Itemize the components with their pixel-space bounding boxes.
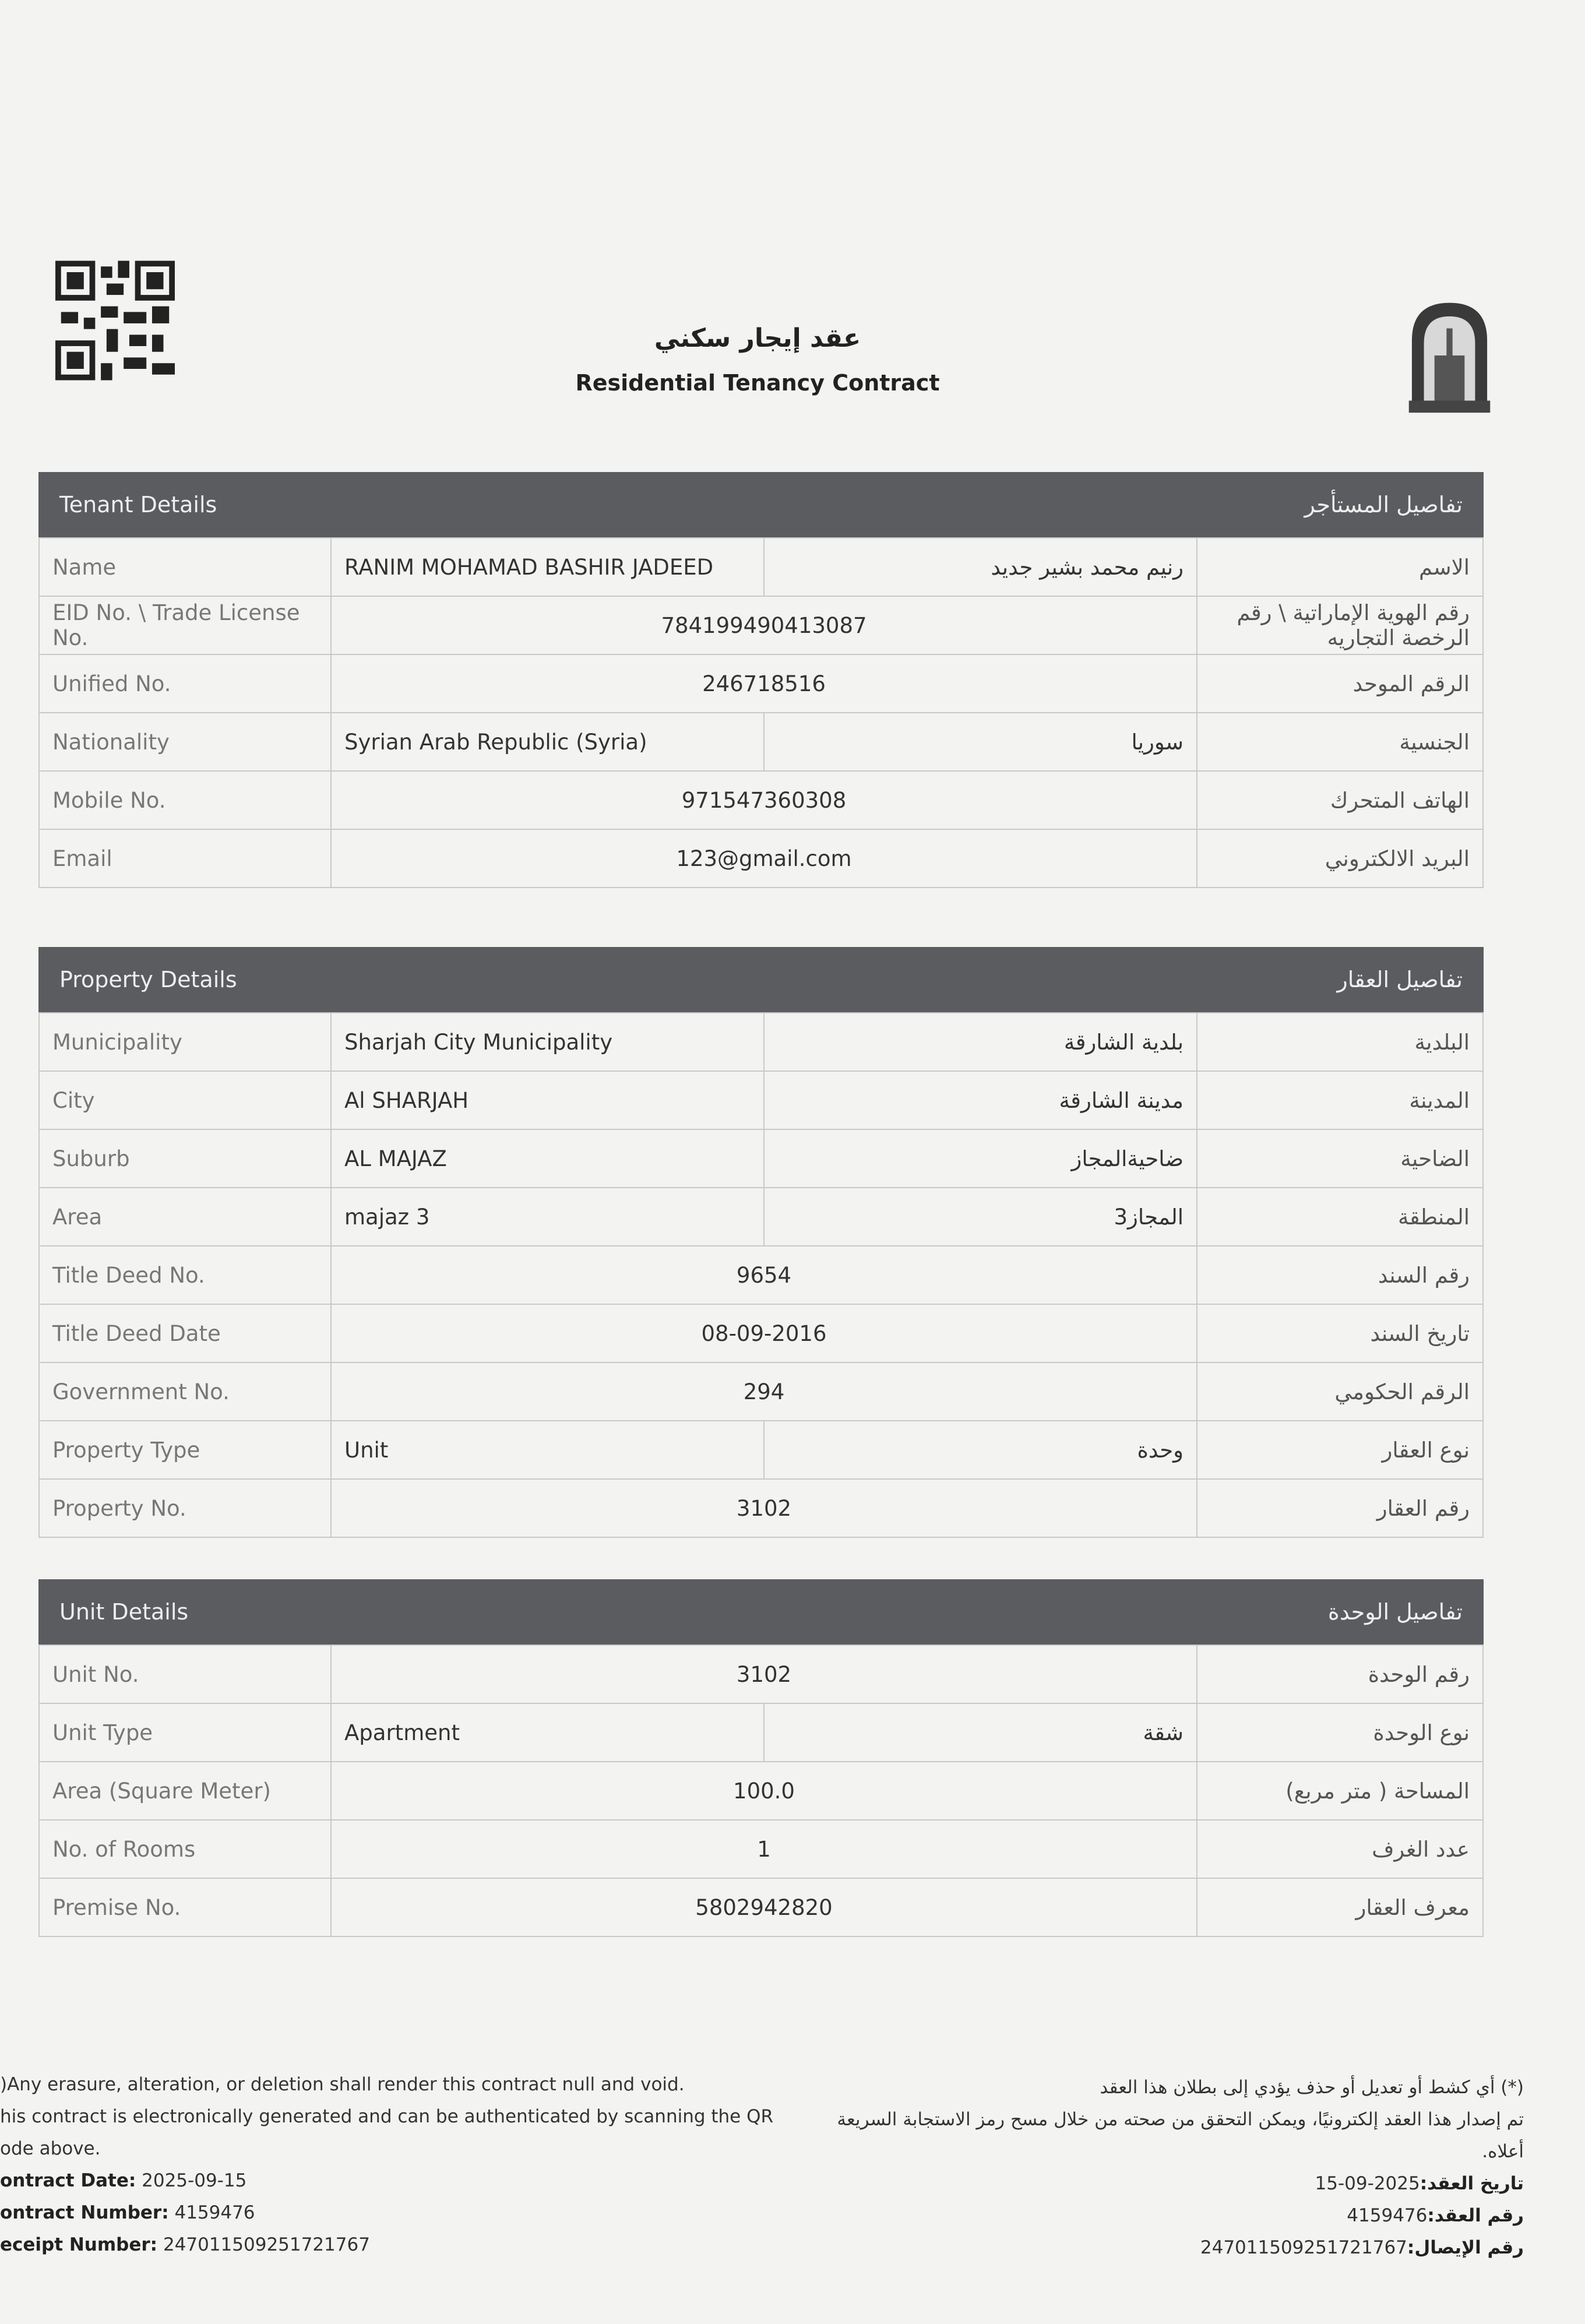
footer-note: his contract is electronically generated and can be authenticated by scanning the QR	[0, 2106, 774, 2127]
field-value: 9654	[331, 1246, 1197, 1304]
receipt-number: eceipt Number: 247011509251721767	[0, 2234, 370, 2255]
field-value-ar: المجاز3	[764, 1188, 1197, 1246]
field-value-en: majaz 3	[331, 1188, 764, 1246]
field-label: City	[39, 1071, 331, 1129]
field-value: 1	[331, 1820, 1197, 1878]
table-row	[39, 1188, 1483, 1246]
table-row	[39, 596, 1483, 654]
field-label: Suburb	[39, 1129, 331, 1188]
footer-note: (*) أي كشط أو تعديل أو حذف يؤدي إلى بطلان هذا العقد	[1100, 2077, 1524, 2098]
field-value-ar: سوريا	[764, 713, 1197, 771]
field-label-ar: رقم الهوية الإماراتية \ رقم الرخصة التجاريه	[1197, 596, 1483, 654]
table-row	[39, 538, 1483, 596]
title-arabic: عقد إيجار سكني	[654, 323, 861, 353]
table-row	[39, 1362, 1483, 1421]
section-header	[38, 1579, 1484, 1645]
contract-number: رقم العقد:4159476	[1347, 2205, 1524, 2226]
field-label-ar: نوع العقار	[1197, 1421, 1483, 1479]
unit-details-section	[38, 1579, 1484, 1937]
section-header	[38, 472, 1484, 537]
field-value-en: Apartment	[331, 1703, 764, 1762]
footer-english	[0, 2069, 773, 2261]
field-value-en: RANIM MOHAMAD BASHIR JADEED	[331, 538, 764, 596]
field-label-ar: عدد الغرف	[1197, 1820, 1483, 1878]
section-header	[38, 947, 1484, 1012]
field-label-ar: المساحة ( متر مربع)	[1197, 1762, 1483, 1820]
section-title-ar: تفاصيل العقار	[1337, 967, 1463, 992]
field-label-ar: نوع الوحدة	[1197, 1703, 1483, 1762]
field-label: Title Deed Date	[39, 1304, 331, 1362]
table-row	[39, 1762, 1483, 1820]
table-row	[39, 771, 1483, 829]
field-label-ar: معرف العقار	[1197, 1878, 1483, 1936]
field-value: 971547360308	[331, 771, 1197, 829]
field-label-ar: رقم السند	[1197, 1246, 1483, 1304]
sharjah-municipality-logo-icon	[1404, 294, 1495, 417]
table-row	[39, 1820, 1483, 1878]
field-value-en: Al SHARJAH	[331, 1071, 764, 1129]
field-value: 294	[331, 1362, 1197, 1421]
field-label: EID No. \ Trade License No.	[39, 596, 331, 654]
field-label: No. of Rooms	[39, 1820, 331, 1878]
footer-note: تم إصدار هذا العقد إلكترونيًا، ويمكن التحقق من صحته من خلال مسح رمز الاستجابة السريعة أعلاه.	[837, 2109, 1524, 2162]
section-title-ar: تفاصيل المستأجر	[1304, 492, 1463, 517]
table-row	[39, 1071, 1483, 1129]
section-title-en: Tenant Details	[59, 492, 217, 517]
receipt-number: رقم الإيصال:247011509251721767	[1200, 2237, 1524, 2258]
field-label: Premise No.	[39, 1878, 331, 1936]
table-row	[39, 1421, 1483, 1479]
contract-date: تاريخ العقد:2025-09-15	[1315, 2173, 1524, 2194]
field-label: Mobile No.	[39, 771, 331, 829]
footer-note: )Any erasure, alteration, or deletion shall render this contract null and void.	[0, 2074, 685, 2095]
qr-code-icon	[55, 256, 175, 385]
field-value: 3102	[331, 1645, 1197, 1703]
field-label-ar: البريد الالكتروني	[1197, 829, 1483, 888]
field-label: Unified No.	[39, 654, 331, 713]
field-label: Municipality	[39, 1013, 331, 1071]
field-value-ar: وحدة	[764, 1421, 1197, 1479]
field-value-ar: شقة	[764, 1703, 1197, 1762]
field-value-ar: رنيم محمد بشير جديد	[764, 538, 1197, 596]
field-value-ar: ضاحيةالمجاز	[764, 1129, 1197, 1188]
table-row	[39, 654, 1483, 713]
section-title-en: Unit Details	[59, 1599, 189, 1625]
table-row	[39, 1013, 1483, 1071]
table-row	[39, 1304, 1483, 1362]
field-label-ar: الرقم الحكومي	[1197, 1362, 1483, 1421]
contract-number: ontract Number: 4159476	[0, 2202, 255, 2223]
table-row	[39, 1129, 1483, 1188]
field-value-en: Unit	[331, 1421, 764, 1479]
field-label-ar: البلدية	[1197, 1013, 1483, 1071]
field-label-ar: تاريخ السند	[1197, 1304, 1483, 1362]
field-label-ar: الجنسية	[1197, 713, 1483, 771]
field-label-ar: الرقم الموحد	[1197, 654, 1483, 713]
field-label: Nationality	[39, 713, 331, 771]
field-label: Unit Type	[39, 1703, 331, 1762]
field-value-en: AL MAJAZ	[331, 1129, 764, 1188]
footer-arabic	[825, 2072, 1524, 2264]
field-value: 5802942820	[331, 1878, 1197, 1936]
field-label: Area	[39, 1188, 331, 1246]
field-label: Title Deed No.	[39, 1246, 331, 1304]
field-label-ar: رقم الوحدة	[1197, 1645, 1483, 1703]
field-label-ar: رقم العقار	[1197, 1479, 1483, 1537]
table-row	[39, 829, 1483, 888]
title-english: Residential Tenancy Contract	[575, 370, 940, 396]
field-label: Area (Square Meter)	[39, 1762, 331, 1820]
field-value-en: Syrian Arab Republic (Syria)	[331, 713, 764, 771]
field-label: Email	[39, 829, 331, 888]
field-value: 784199490413087	[331, 596, 1197, 654]
table-row	[39, 1878, 1483, 1936]
field-value-ar: مدينة الشارقة	[764, 1071, 1197, 1129]
table-row	[39, 1479, 1483, 1537]
field-label: Property No.	[39, 1479, 331, 1537]
field-label-ar: الضاحية	[1197, 1129, 1483, 1188]
field-value: 3102	[331, 1479, 1197, 1537]
field-value: 08-09-2016	[331, 1304, 1197, 1362]
field-value-ar: بلدية الشارقة	[764, 1013, 1197, 1071]
table-row	[39, 1703, 1483, 1762]
field-value: 123@gmail.com	[331, 829, 1197, 888]
tenant-details-section	[38, 472, 1484, 888]
field-label: Unit No.	[39, 1645, 331, 1703]
field-label: Name	[39, 538, 331, 596]
field-label-ar: الاسم	[1197, 538, 1483, 596]
property-details-section	[38, 947, 1484, 1538]
section-title-ar: تفاصيل الوحدة	[1327, 1599, 1463, 1625]
field-value-en: Sharjah City Municipality	[331, 1013, 764, 1071]
table-row	[39, 1645, 1483, 1703]
field-label-ar: المدينة	[1197, 1071, 1483, 1129]
field-label: Government No.	[39, 1362, 331, 1421]
footer-note: ode above.	[0, 2138, 101, 2159]
contract-date: ontract Date: 2025-09-15	[0, 2170, 247, 2191]
table-row	[39, 713, 1483, 771]
field-label-ar: الهاتف المتحرك	[1197, 771, 1483, 829]
section-title-en: Property Details	[59, 967, 237, 992]
field-value: 246718516	[331, 654, 1197, 713]
field-label: Property Type	[39, 1421, 331, 1479]
field-value: 100.0	[331, 1762, 1197, 1820]
field-label-ar: المنطقة	[1197, 1188, 1483, 1246]
table-row	[39, 1246, 1483, 1304]
